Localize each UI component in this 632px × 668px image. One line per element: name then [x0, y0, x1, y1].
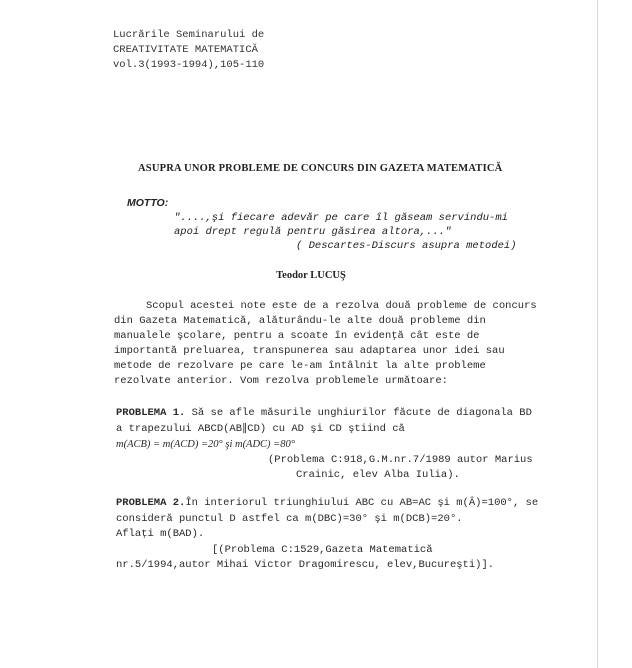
problem-2-line-2: consideră punctul D astfel ca m(DBC)=30° şi m(DCB)=20°.: [116, 512, 463, 525]
problem-1-reference: (Problema C:918,G.M.nr.7/1989 autor Marius: [268, 453, 533, 466]
problem-1-line-1: Să se afle măsurile unghiurilor făcute de diagonala BD: [185, 407, 532, 419]
problem-1-label: PROBLEMA 1.: [116, 407, 186, 419]
intro-line: manualele şcolare, pentru a scoate în evidenţă cât este de: [114, 330, 480, 342]
article-title: ASUPRA UNOR PROBLEME DE CONCURS DIN GAZETA MATEMATICĂ: [138, 163, 503, 174]
motto-label: MOTTO:: [127, 197, 169, 209]
page-edge: [597, 0, 598, 668]
motto-quote: [174, 211, 517, 253]
header-line-1: Lucrările Seminarului de: [113, 29, 265, 41]
problem-1-line-2: a trapezului ABCD(AB∥CD) cu AD şi CD ştiind că: [116, 422, 405, 435]
problem-2: [116, 496, 539, 574]
header-line-3: vol.3(1993-1994),105-110: [113, 59, 265, 71]
intro-line: importantă preluarea, transpunerea sau adaptarea unor idei sau: [114, 345, 505, 357]
problem-1: [116, 406, 533, 484]
motto-line-2: apoi drept regulă pentru găsirea altora,...": [174, 226, 452, 238]
problem-2-line-1: În interiorul triunghiului ABC cu AB=AC şi m(Â)=100°, se: [185, 497, 539, 509]
intro-line: din Gazeta Matematică, alăturându-le alte două probleme din: [114, 315, 486, 327]
intro-paragraph: [114, 299, 537, 389]
author-name: Teodor LUCUŞ: [276, 270, 346, 281]
problem-2-label: PROBLEMA 2.: [116, 497, 186, 509]
motto-line-1: "....,şi fiecare adevăr pe care îl găseam servindu-mi: [174, 212, 508, 224]
problem-1-reference-2: Crainic, elev Alba Iulia).: [296, 469, 460, 481]
intro-line: metode de rezolvare pe care le-am întâlnit la alte probleme: [114, 360, 486, 372]
problem-1-formula: m(ACB) = m(ACD) =20° şi m(ADC) =80°: [116, 439, 295, 450]
journal-header: [113, 28, 264, 73]
problem-2-line-3: Aflaţi m(BAD).: [116, 528, 205, 540]
motto-source: ( Descartes-Discurs asupra metodei): [296, 240, 517, 252]
header-line-2: CREATIVITATE MATEMATICĂ: [113, 44, 258, 56]
problem-2-reference: [(Problema C:1529,Gazeta Matematică: [212, 543, 433, 556]
intro-line: Scopul acestei note este de a rezolva două probleme de concurs: [146, 300, 537, 312]
intro-line: rezolvate anterior. Vom rezolva problemele următoare:: [114, 375, 448, 387]
problem-2-reference-2: nr.5/1994,autor Mihai Victor Dragomirescu, elev,Bucureşti)].: [116, 559, 495, 571]
